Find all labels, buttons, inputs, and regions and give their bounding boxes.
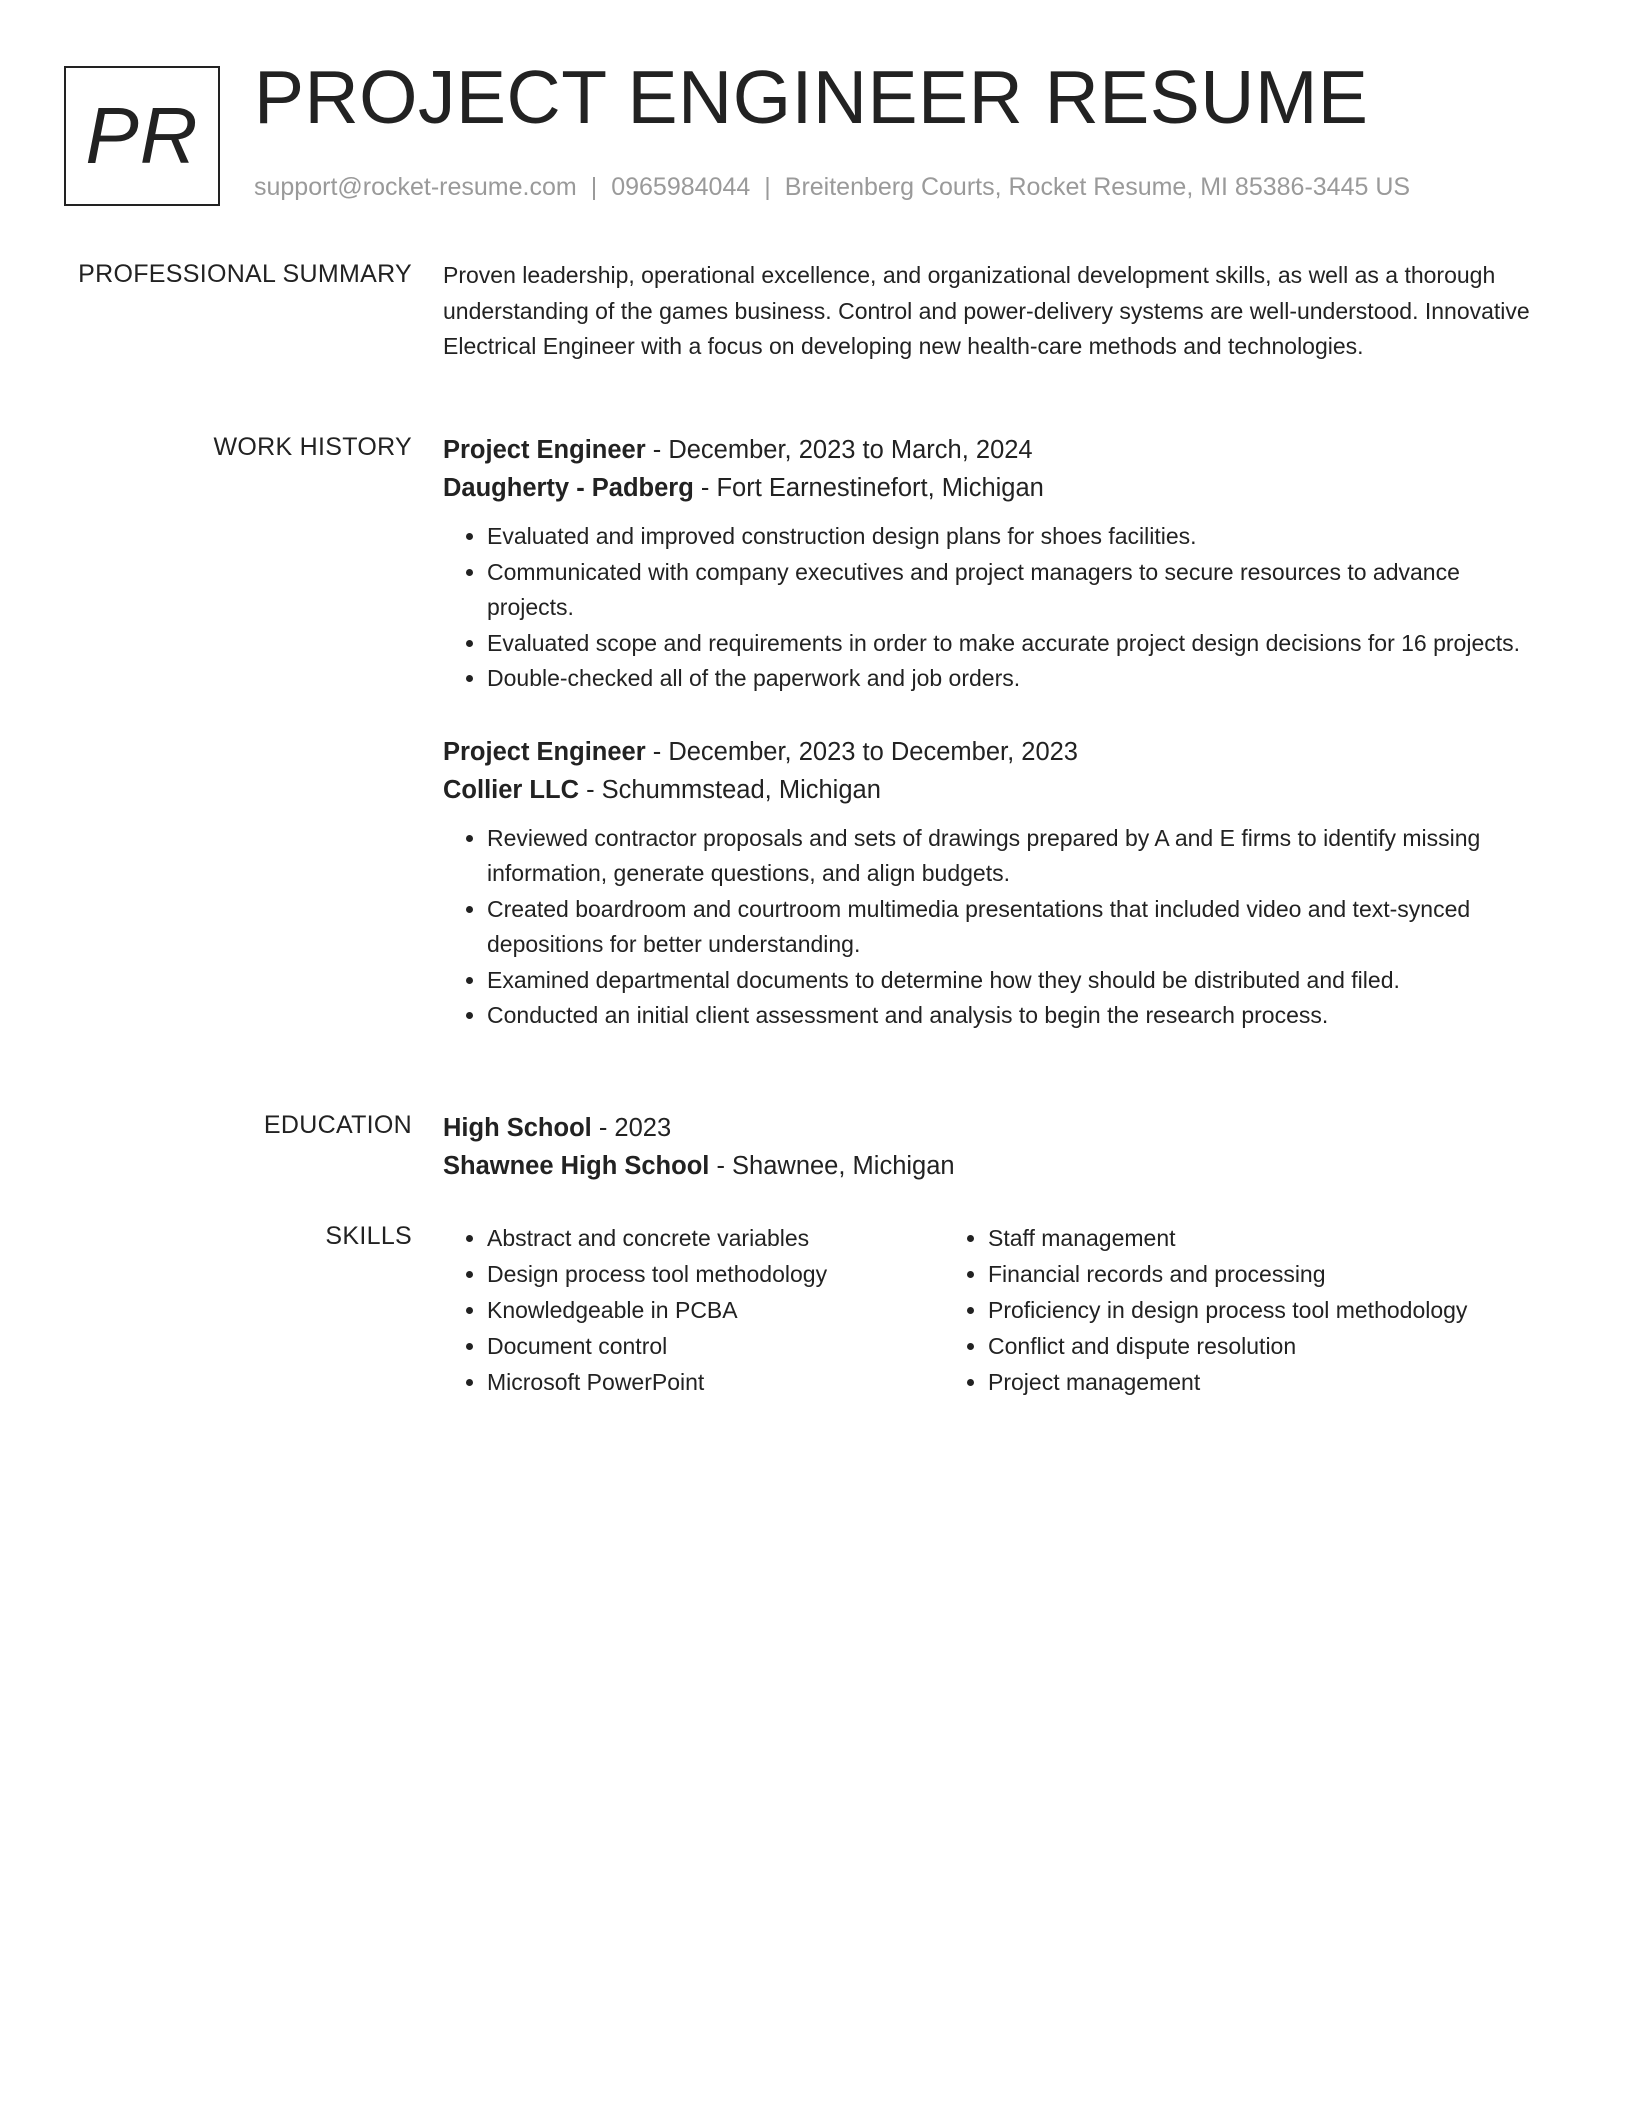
job-bullets	[443, 821, 1553, 1034]
summary-text: Proven leadership, operational excellence, and organizational development skills, as well as a thorough understanding of the games business. Control and power-delivery systems are well-understood. Innovative Electrical Engineer with a focus on developing new health-care methods and technologies.	[443, 262, 1530, 359]
job-company: Collier LLC	[443, 775, 580, 804]
job-company-line	[443, 771, 1553, 809]
work-history-label: WORK HISTORY	[213, 433, 412, 461]
job-bullet: • Created boardroom and courtroom multimedia presentations that included video and text-synced depositions for better understanding.	[487, 892, 1553, 963]
skill-item: • Abstract and concrete variables	[487, 1220, 944, 1256]
education-degree-line	[443, 1109, 1553, 1147]
job-bullet: • Evaluated scope and requirements in order to make accurate project design decisions for 16 projects.	[487, 626, 1553, 662]
work-history-body	[443, 431, 1553, 1034]
job-title-line	[443, 733, 1553, 771]
job-dates: - December, 2023 to March, 2024	[645, 436, 1033, 464]
job-bullet: • Reviewed contractor proposals and sets of drawings prepared by A and E firms to identify missing information, generate questions, and align budgets.	[487, 821, 1553, 892]
job-location: - Fort Earnestinefort, Michigan	[693, 474, 1044, 502]
skill-item: • Project management	[988, 1364, 1553, 1400]
skills-columns	[443, 1220, 1553, 1400]
education-school-line	[443, 1147, 1553, 1185]
skill-item: • Conflict and dispute resolution	[988, 1328, 1553, 1364]
job-company-line	[443, 469, 1553, 507]
skill-item: • Financial records and processing	[988, 1256, 1553, 1292]
contact-separator: |	[590, 173, 598, 201]
education-degree: High School	[443, 1114, 592, 1142]
skills-label: SKILLS	[325, 1222, 412, 1250]
education-location: - Shawnee, Michigan	[709, 1152, 955, 1180]
contact-email[interactable]: support@rocket-resume.com	[254, 173, 577, 201]
job-bullet: • Double-checked all of the paperwork and job orders.	[487, 661, 1553, 697]
contact-separator: |	[764, 173, 771, 201]
education-label: EDUCATION	[263, 1111, 412, 1139]
job-entry	[443, 733, 1553, 1034]
contact-phone[interactable]: 0965984044	[611, 173, 751, 201]
job-dates: - December, 2023 to December, 2023	[645, 737, 1078, 766]
skills-body	[443, 1220, 1553, 1400]
education-year: - 2023	[591, 1114, 672, 1142]
contact-address: Breitenberg Courts, Rocket Resume, MI 85386-3445 US	[784, 173, 1411, 201]
skill-item: • Design process tool methodology	[487, 1256, 944, 1292]
job-bullet: • Conducted an initial client assessment and analysis to begin the research process.	[487, 998, 1553, 1034]
skill-item: • Microsoft PowerPoint	[487, 1364, 944, 1400]
education-body	[443, 1109, 1553, 1185]
job-title: Project Engineer	[443, 737, 646, 766]
job-company: Daugherty - Padberg	[443, 474, 694, 502]
job-title-line	[443, 431, 1553, 469]
job-bullets	[443, 519, 1553, 697]
resume-title: PROJECT ENGINEER RESUME	[254, 55, 1369, 139]
skills-list-left	[443, 1220, 944, 1400]
skill-item: • Document control	[487, 1328, 944, 1364]
skills-list-right	[944, 1220, 1553, 1400]
job-bullet: • Communicated with company executives and project managers to secure resources to advance projects.	[487, 555, 1553, 626]
skill-item: • Knowledgeable in PCBA	[487, 1292, 944, 1328]
summary-label: PROFESSIONAL SUMMARY	[78, 260, 412, 288]
job-location: - Schummstead, Michigan	[579, 775, 881, 804]
job-bullet: • Examined departmental documents to determine how they should be distributed and filed.	[487, 963, 1553, 999]
job-entry	[443, 431, 1553, 697]
monogram-initials: PR	[85, 91, 199, 180]
skill-item: • Proficiency in design process tool methodology	[988, 1292, 1553, 1328]
education-school: Shawnee High School	[443, 1152, 710, 1180]
contact-line	[254, 172, 1410, 202]
job-title: Project Engineer	[443, 436, 646, 464]
monogram-box	[64, 66, 220, 206]
job-bullet: • Evaluated and improved construction design plans for shoes facilities.	[487, 519, 1553, 555]
skill-item: • Staff management	[988, 1220, 1553, 1256]
